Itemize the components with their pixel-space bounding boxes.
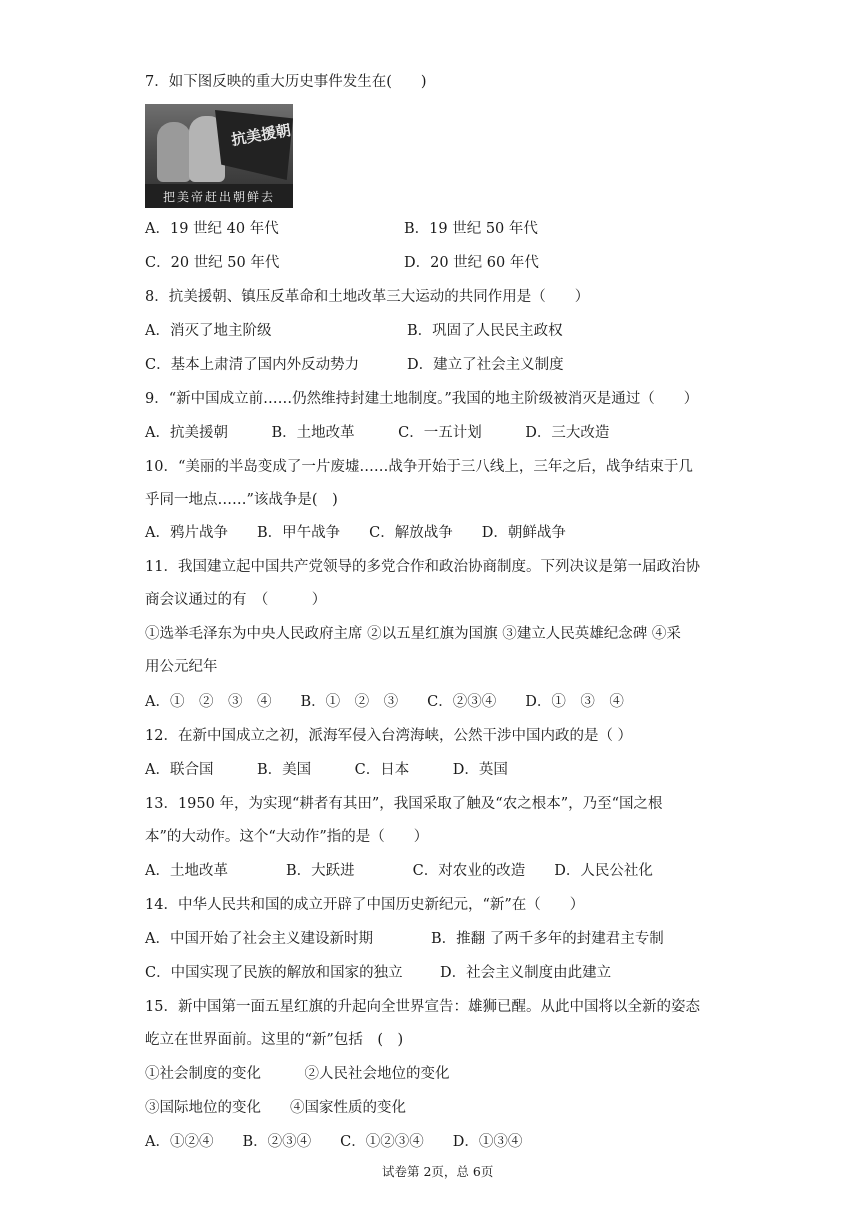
q7-option-c: C．20 世纪 50 年代: [145, 255, 280, 271]
q15-stem-line-2: 屹立在世界面前。这里的“新”包括 ( ): [145, 1032, 404, 1048]
q9-options: A．抗美援朝 B．土地改革 C．一五计划 D．三大改造: [145, 425, 610, 441]
q13-options: A．土地改革 B．大跃进 C．对农业的改造 D．人民公社化: [145, 863, 653, 879]
q12-options: A．联合国 B．美国 C．日本 D．英国: [145, 762, 508, 778]
q15-items-line-2: ③国际地位的变化 ④国家性质的变化: [145, 1100, 406, 1116]
q8-stem: 8．抗美援朝、镇压反革命和土地改革三大运动的共同作用是（ ）: [145, 289, 590, 305]
q8-option-c: C．基本上肃清了国内外反动势力: [145, 357, 360, 373]
q11-items-line-2: 用公元纪年: [145, 659, 218, 675]
q13-stem-line-2: 本”的大动作。这个“大动作”指的是（ ）: [145, 829, 429, 845]
q10-options: A．鸦片战争 B．甲午战争 C．解放战争 D．朝鲜战争: [145, 525, 566, 541]
q7-stem: 7．如下图反映的重大历史事件发生在( ): [145, 74, 427, 90]
q14-option-c: C．中国实现了民族的解放和国家的独立: [145, 965, 403, 981]
q15-stem-line-1: 15．新中国第一面五星红旗的升起向全世界宣告：雄狮已醒。从此中国将以全新的姿态: [145, 999, 700, 1015]
history-poster-image: [145, 104, 293, 208]
q14-option-d: D．社会主义制度由此建立: [440, 965, 612, 981]
poster-caption: 把美帝赶出朝鲜去: [162, 190, 275, 204]
q13-stem-line-1: 13．1950 年，为实现“耕者有其田”，我国采取了触及“农之根本”，乃至“国之根: [145, 796, 663, 812]
q14-option-a: A．中国开始了社会主义建设新时期: [145, 931, 373, 947]
q10-stem-line-2: 乎同一地点……”该战争是( ): [145, 492, 338, 508]
q14-option-b: B．推翻 了两千多年的封建君主专制: [431, 931, 664, 947]
q7-option-a: A．19 世纪 40 年代: [145, 221, 279, 237]
q8-option-b: B．巩固了人民民主政权: [407, 323, 563, 339]
soldier-figure-left: [157, 122, 191, 182]
q9-stem: 9．“新中国成立前……仍然维持封建土地制度。”我国的地主阶级被消灭是通过（ ）: [145, 391, 699, 407]
q11-options: A．① ② ③ ④ B．① ② ③ C．②③④ D．① ③ ④: [145, 694, 624, 710]
q10-stem-line-1: 10．“美丽的半岛变成了一片废墟……战争开始于三八线上，三年之后，战争结束于几: [145, 459, 693, 475]
q14-stem: 14．中华人民共和国的成立开辟了中国历史新纪元，“新”在（ ）: [145, 897, 585, 913]
q15-items-line-1: ①社会制度的变化 ②人民社会地位的变化: [145, 1066, 450, 1082]
q7-option-b: B．19 世纪 50 年代: [404, 221, 538, 237]
q7-option-d: D．20 世纪 60 年代: [404, 255, 539, 271]
q12-stem: 12．在新中国成立之初，派海军侵入台湾海峡，公然干涉中国内政的是（ ）: [145, 728, 633, 744]
q8-option-d: D．建立了社会主义制度: [407, 357, 564, 373]
poster-banner-text: 抗美援朝: [229, 120, 293, 150]
q11-stem-line-2: 商会议通过的有 （ ）: [145, 592, 327, 608]
q11-stem-line-1: 11．我国建立起中国共产党领导的多党合作和政治协商制度。下列决议是第一届政治协: [145, 559, 700, 575]
page-footer: 试卷第 2页，总 6页: [382, 1164, 494, 1179]
q11-items-line-1: ①选举毛泽东为中央人民政府主席 ②以五星红旗为国旗 ③建立人民英雄纪念碑 ④采: [145, 626, 681, 642]
q15-options: A．①②④ B．②③④ C．①②③④ D．①③④: [145, 1134, 523, 1150]
q8-option-a: A．消灭了地主阶级: [145, 323, 272, 339]
